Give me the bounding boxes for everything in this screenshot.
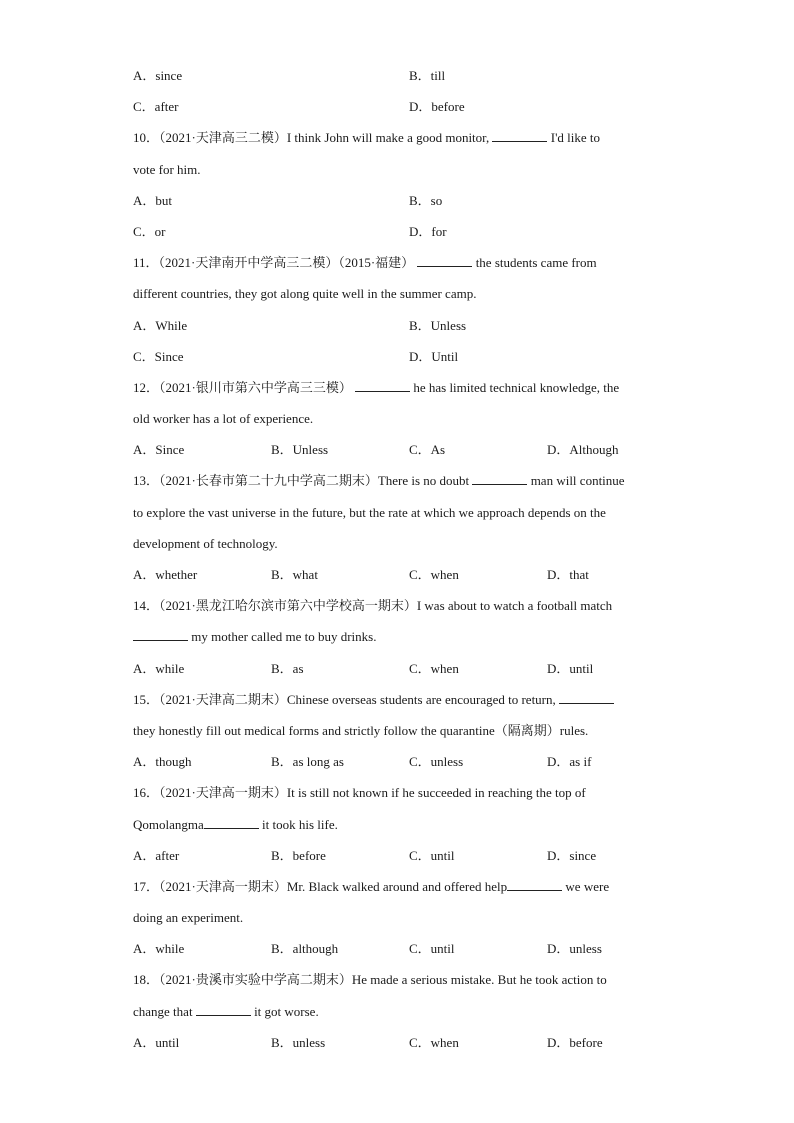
q18-option-c: C．when bbox=[409, 1034, 459, 1050]
q18-stem-line-2 bbox=[133, 1002, 663, 1033]
q14-stem-text-cont: my mother called me to buy drinks. bbox=[191, 629, 377, 645]
q14-option-a: A．while bbox=[133, 660, 185, 676]
q17-options-row bbox=[133, 939, 663, 970]
q14-answer-blank[interactable] bbox=[133, 627, 188, 641]
q10-option-b: B．so bbox=[409, 192, 443, 208]
q13-options-row bbox=[133, 565, 663, 596]
q9-options-row-2 bbox=[133, 97, 663, 128]
q14-stem-line-2 bbox=[133, 627, 663, 658]
q15-stem-line-2: they honestly fill out medical forms and strictly follow the quarantine（隔离期）rules. bbox=[133, 722, 589, 738]
q16-stem-line-2 bbox=[133, 815, 663, 846]
q15-option-c: C．unless bbox=[409, 754, 464, 770]
q10-stem-text-cont: I'd like to bbox=[550, 130, 601, 146]
q10-answer-blank[interactable] bbox=[492, 128, 547, 142]
q13-answer-blank[interactable] bbox=[472, 471, 527, 485]
q10-stem-line-1 bbox=[133, 128, 663, 159]
q17-option-a: A．while bbox=[133, 941, 185, 957]
q18-options-row bbox=[133, 1033, 663, 1064]
q17-option-b: B．although bbox=[271, 941, 339, 957]
q18-option-b: B．unless bbox=[271, 1034, 326, 1050]
q16-answer-blank[interactable] bbox=[204, 815, 259, 829]
q11-stem-text: 11．（2021·天津南开中学高三二模）（2015·福建） bbox=[133, 255, 415, 271]
q12-stem-line-2: old worker has a lot of experience. bbox=[133, 411, 314, 427]
q15-stem-line-1 bbox=[133, 690, 663, 721]
q17-option-c: C．until bbox=[409, 941, 455, 957]
q10-stem-line-2: vote for him. bbox=[133, 161, 201, 177]
q18-option-d: D．before bbox=[547, 1034, 603, 1050]
q9-options-row-1 bbox=[133, 66, 663, 97]
q17-stem-line-1 bbox=[133, 877, 663, 908]
q17-stem-text: 17．（2021·天津高一期末）Mr. Black walked around and offered help bbox=[133, 878, 508, 894]
q13-stem-text: 13．（2021·长春市第二十九中学高二期末）There is no doubt bbox=[133, 473, 470, 489]
q13-option-d: D．that bbox=[547, 567, 589, 582]
q11-option-c: C．Since bbox=[133, 348, 184, 364]
q15-stem-text: 15．（2021·天津高二期末）Chinese overseas students are encouraged to return, bbox=[133, 691, 556, 707]
q14-option-c: C．when bbox=[409, 660, 459, 676]
q16-option-a: A．after bbox=[133, 847, 180, 863]
q17-stem-line-2: doing an experiment. bbox=[133, 910, 244, 926]
q11-stem-line-2: different countries, they got along quite well in the summer camp. bbox=[133, 286, 477, 302]
q11-option-d: D．Until bbox=[409, 348, 459, 364]
q16-options-row bbox=[133, 846, 663, 877]
q11-options-row-2 bbox=[133, 347, 663, 378]
q10-options-row-2 bbox=[133, 222, 663, 253]
q13-option-b: B．what bbox=[271, 567, 318, 582]
q10-option-d: D．for bbox=[409, 223, 447, 239]
q11-option-b: B．Unless bbox=[409, 317, 467, 333]
q13-stem-line-2: to explore the vast universe in the future, but the rate at which we approach depends on the bbox=[133, 504, 606, 520]
q9-option-d: D．before bbox=[409, 99, 465, 115]
q14-options-row bbox=[133, 659, 663, 690]
q15-option-b: B．as long as bbox=[271, 754, 344, 770]
q12-answer-blank[interactable] bbox=[355, 378, 410, 392]
q11-stem-text-cont: the students came from bbox=[475, 255, 597, 271]
q13-stem-text-cont: man will continue bbox=[530, 473, 625, 489]
q12-stem-line-1 bbox=[133, 378, 663, 409]
q12-option-b: B．Unless bbox=[271, 442, 329, 458]
q18-option-a: A．until bbox=[133, 1034, 180, 1050]
q11-option-a: A．While bbox=[133, 317, 188, 333]
q13-option-a: A．whether bbox=[133, 567, 198, 582]
q16-stem-line-1: 16．（2021·天津高一期末）It is still not known if he succeeded in reaching the top of bbox=[133, 785, 586, 801]
q14-stem-line-1: 14．（2021·黑龙江哈尔滨市第六中学校高一期末）I was about to watch a football match bbox=[133, 598, 613, 614]
q13-option-c: C．when bbox=[409, 567, 459, 582]
q9-option-a: A．since bbox=[133, 68, 183, 83]
q13-stem-line-1 bbox=[133, 471, 663, 502]
q15-options-row bbox=[133, 752, 663, 783]
q11-answer-blank[interactable] bbox=[417, 253, 472, 267]
q12-option-a: A．Since bbox=[133, 442, 185, 458]
q18-answer-blank[interactable] bbox=[196, 1002, 251, 1016]
q15-option-a: A．though bbox=[133, 754, 192, 770]
q16-option-c: C．until bbox=[409, 847, 455, 863]
q16-stem-text: Qomolangma bbox=[133, 816, 204, 832]
worksheet-page bbox=[133, 66, 663, 1064]
q14-option-b: B．as bbox=[271, 660, 304, 676]
q16-option-d: D．since bbox=[547, 847, 597, 863]
q18-stem-line-1: 18．（2021·贵溪市实验中学高二期末）He made a serious mistake. But he took action to bbox=[133, 972, 607, 988]
q12-option-d: D．Although bbox=[547, 442, 619, 458]
q11-stem-line-1 bbox=[133, 253, 663, 284]
q17-stem-text-cont: we were bbox=[565, 878, 610, 894]
q17-option-d: D．unless bbox=[547, 941, 602, 957]
q16-stem-text-cont: it took his life. bbox=[262, 816, 338, 832]
q12-option-c: C．As bbox=[409, 442, 446, 458]
q17-answer-blank[interactable] bbox=[507, 877, 562, 891]
q10-options-row-1 bbox=[133, 191, 663, 222]
q10-stem-text: 10．（2021·天津高三二模）I think John will make a good monitor, bbox=[133, 130, 490, 146]
q13-stem-line-3: development of technology. bbox=[133, 535, 278, 551]
q18-stem-text: change that bbox=[133, 1003, 193, 1019]
q10-option-c: C．or bbox=[133, 223, 166, 239]
q9-option-c: C．after bbox=[133, 99, 179, 115]
q9-option-b: B．till bbox=[409, 68, 446, 83]
q10-option-a: A．but bbox=[133, 192, 173, 208]
q12-stem-text-cont: he has limited technical knowledge, the bbox=[413, 379, 620, 395]
q15-answer-blank[interactable] bbox=[559, 690, 614, 704]
q14-option-d: D．until bbox=[547, 660, 594, 676]
q12-stem-text: 12．（2021·银川市第六中学高三三模） bbox=[133, 379, 352, 395]
q11-options-row-1 bbox=[133, 316, 663, 347]
q15-option-d: D．as if bbox=[547, 754, 592, 770]
q18-stem-text-cont: it got worse. bbox=[254, 1003, 319, 1019]
q12-options-row bbox=[133, 440, 663, 471]
q16-option-b: B．before bbox=[271, 847, 326, 863]
